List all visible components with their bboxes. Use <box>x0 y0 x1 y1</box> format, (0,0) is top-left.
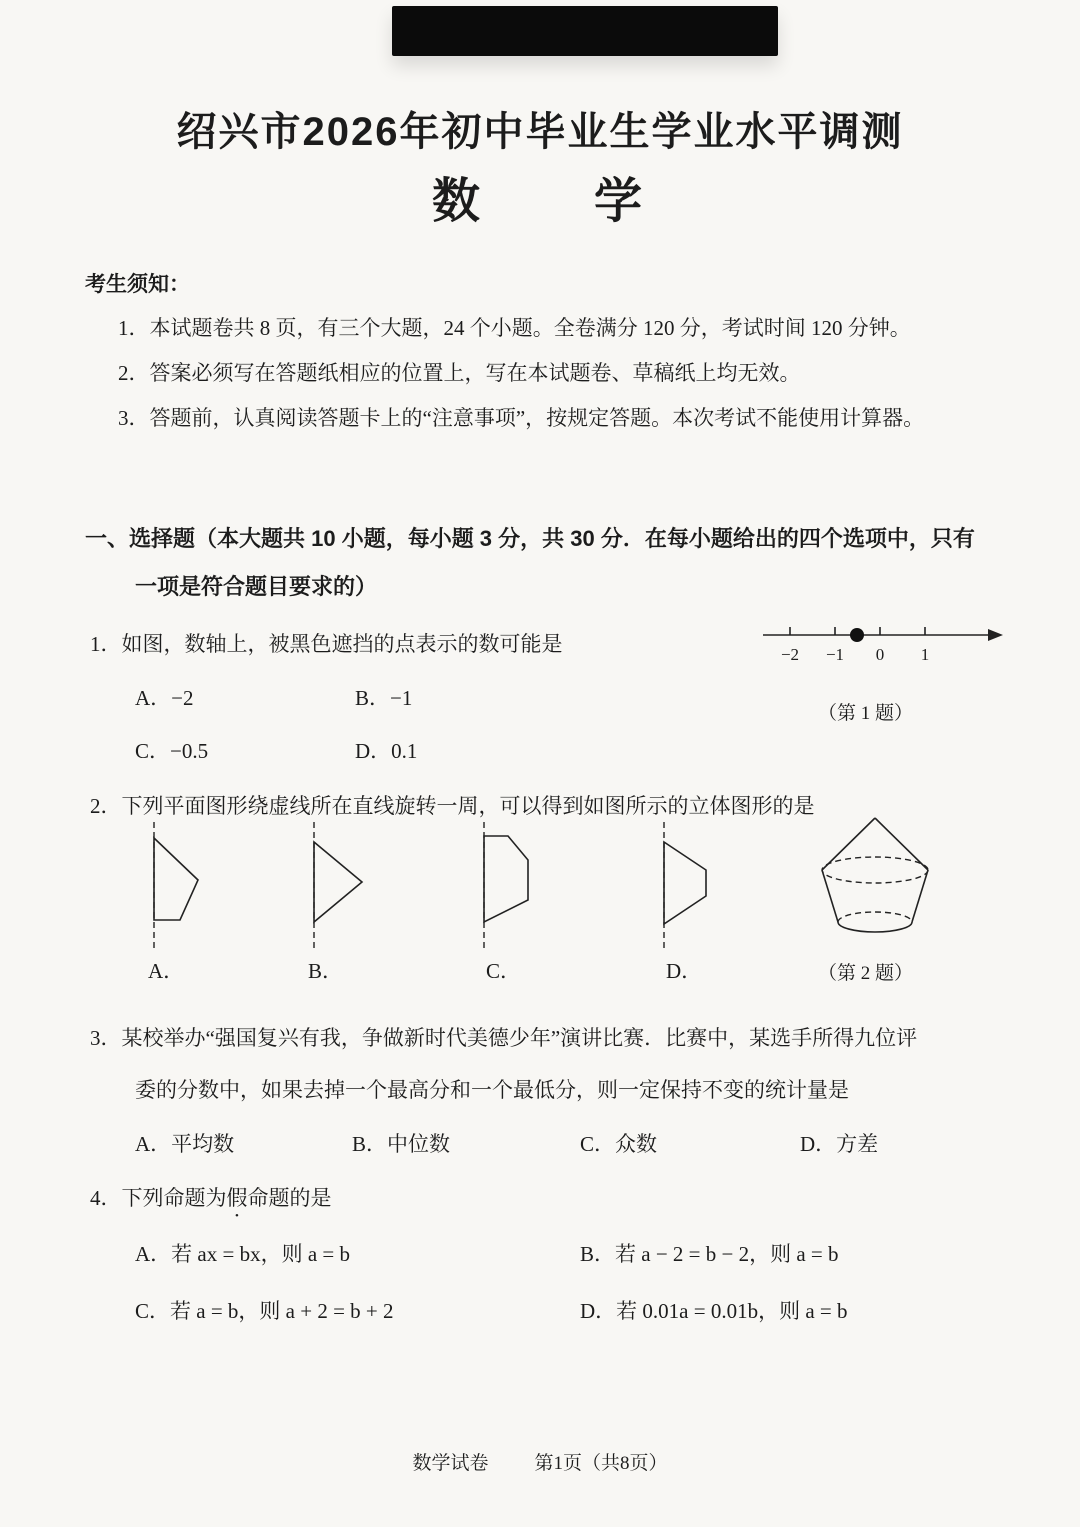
q1-option-b: B．−1 <box>355 686 413 710</box>
q2-solid-figure <box>790 812 960 952</box>
covered-point-dot <box>850 628 864 642</box>
q2-figure-caption: （第 2 题） <box>818 963 914 984</box>
q1-figure-caption: （第 1 题） <box>818 703 914 724</box>
q4-stem-suffix: 命题的是 <box>247 1186 332 1210</box>
shape-a-icon <box>140 820 210 955</box>
q3-option-a: A．平均数 <box>135 1132 235 1156</box>
q1-option-a: A．−2 <box>135 686 194 710</box>
notice-heading: 考生须知： <box>85 273 190 296</box>
q1-option-c: C．−0.5 <box>135 739 209 763</box>
q4-stem-prefix: 4．下列命题为 <box>90 1186 227 1210</box>
footer-subject: 数学试卷 <box>412 1453 489 1474</box>
q2-shape-d-figure <box>650 820 720 955</box>
q3-option-c: C．众数 <box>580 1132 658 1156</box>
q3-option-b: B．中位数 <box>352 1132 451 1156</box>
number-line-icon <box>755 615 1005 670</box>
tick-label: 1 <box>920 645 930 664</box>
q3-stem-line2: 委的分数中，如果去掉一个最高分和一个最低分，则一定保持不变的统计量是 <box>135 1078 849 1102</box>
scan-redaction-bar <box>392 6 778 56</box>
q4-option-d: D．若 0.01a = 0.01b，则 a = b <box>580 1299 848 1323</box>
q1-option-d: D．0.1 <box>355 739 418 763</box>
tick-label: −1 <box>825 645 845 664</box>
q3-stem-line1: 3．某校举办“强国复兴有我，争做新时代美德少年”演讲比赛．比赛中，某选手所得九位评 <box>90 1026 918 1050</box>
footer-page-number: 第1页（共8页） <box>534 1453 668 1474</box>
q4-option-a: A．若 ax = bx，则 a = b <box>135 1242 350 1266</box>
shape-d-icon <box>650 820 720 955</box>
q2-label-d: D． <box>666 959 703 983</box>
shape-b-icon <box>300 820 370 955</box>
section-heading-line2: 一项是符合题目要求的） <box>135 574 378 599</box>
q4-stem <box>90 1182 332 1222</box>
notice-item: 2．答案必须写在答题纸相应的位置上，写在本试题卷、草稿纸上均无效。 <box>118 361 801 385</box>
q2-shape-b-figure <box>300 820 370 955</box>
q2-label-c: C． <box>486 959 522 983</box>
q4-stem-emphasis: 假 <box>226 1186 248 1210</box>
q2-shape-a-figure <box>140 820 210 955</box>
cone-on-frustum-icon <box>790 812 960 952</box>
subject-title: 数 学 <box>431 175 648 228</box>
notice-item: 1．本试题卷共 8 页，有三个大题，24 个小题。全卷满分 120 分，考试时间 120 分钟。 <box>118 316 911 340</box>
shape-c-icon <box>470 820 540 955</box>
tick-label: 0 <box>875 645 885 664</box>
q1-stem: 1．如图，数轴上，被黑色遮挡的点表示的数可能是 <box>90 632 563 656</box>
q4-option-b: B．若 a − 2 = b − 2，则 a = b <box>580 1242 839 1266</box>
q2-label-a: A． <box>148 959 185 983</box>
q2-label-b: B． <box>308 959 344 983</box>
tick-label: −2 <box>780 645 800 664</box>
page-footer <box>0 1448 1080 1475</box>
q2-stem: 2．下列平面图形绕虚线所在直线旋转一周，可以得到如图所示的立体图形的是 <box>90 794 815 818</box>
q4-option-c: C．若 a = b，则 a + 2 = b + 2 <box>135 1299 394 1323</box>
q2-shape-c-figure <box>470 820 540 955</box>
q3-option-d: D．方差 <box>800 1132 879 1156</box>
notice-item: 3．答题前，认真阅读答题卡上的“注意事项”，按规定答题。本次考试不能使用计算器。 <box>118 406 925 430</box>
page-title: 绍兴市2026年初中毕业生学业水平调测 <box>176 110 904 154</box>
q1-number-line-figure <box>755 615 1005 670</box>
section-heading-line1: 一、选择题（本大题共 10 小题，每小题 3 分，共 30 分．在每小题给出的四个选项中，只有 <box>85 526 975 551</box>
